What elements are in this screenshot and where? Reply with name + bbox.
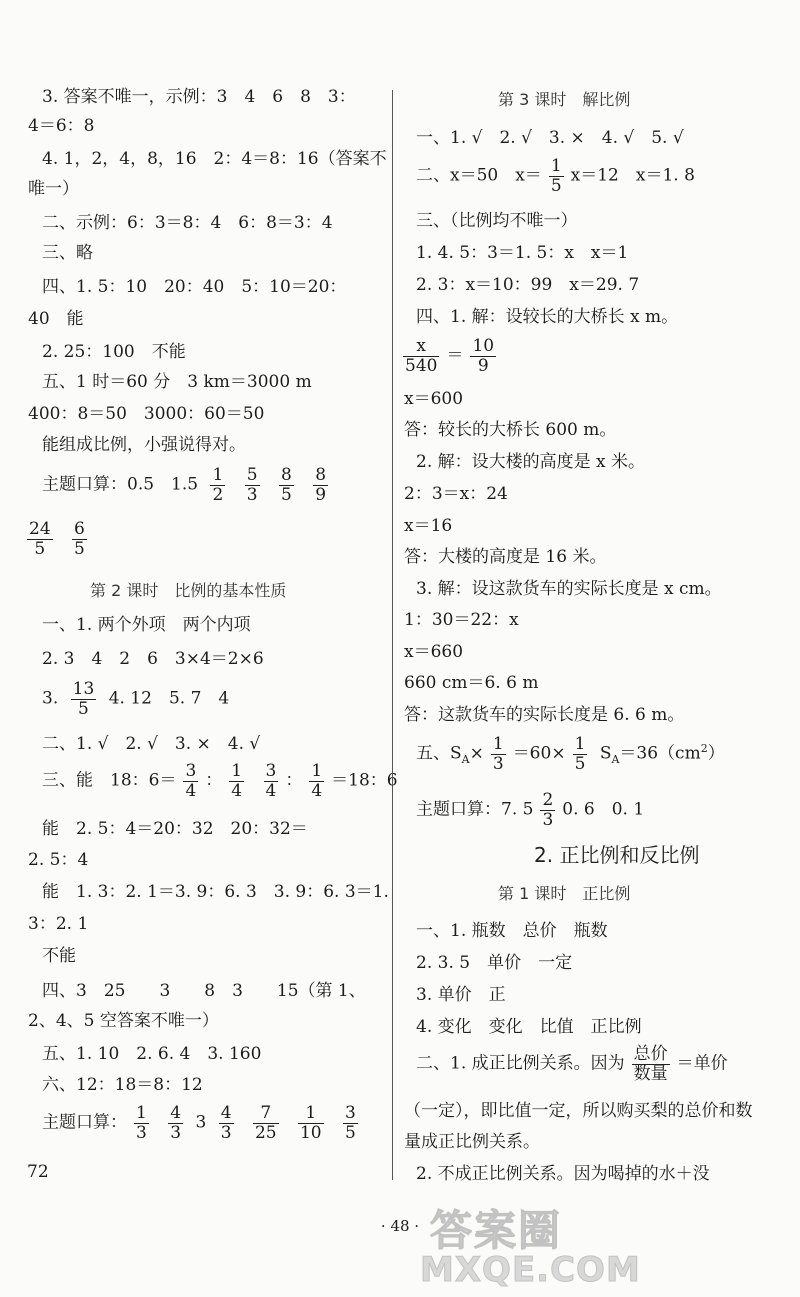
equation-line: 五、$S_A\times$ $\frac{1}{3}$ ＝60× $\frac{1}{5}$ $S_A=36(cm^2)$: [416, 734, 725, 774]
fraction: $\frac{3}{4}$: [185, 761, 197, 801]
mental-math-line: 主题口算： $\frac{1}{3}$ $\frac{4}{3}$ 3 $\frac{4}{3}$ $\frac{7}{25}$ $\frac{1}{10}$ $\frac{3}{5}$: [42, 1103, 356, 1143]
section-title: 第 3 课时 解比例: [498, 90, 631, 109]
fraction: $\frac{24}{5}$: [29, 519, 51, 559]
fraction: $\frac{3}{5}$: [345, 1103, 356, 1143]
answer-line: 能组成比例，小强说得对。: [42, 435, 246, 455]
fraction: $\frac{13}{5}$: [72, 679, 95, 719]
answer-line: 3. 答案不唯一，示例：3 4 6 8 3：: [42, 87, 356, 107]
answer-line: 一、1. 瓶数 总价 瓶数: [416, 921, 608, 941]
answer-line: 五、1 时＝60 分 3 km＝3000 m: [42, 372, 312, 392]
fraction: 总价 数量: [633, 1044, 668, 1084]
mental-math-line: 主题口算：7. 5 $\frac{2}{3}$ 0. 6 0. 1: [416, 790, 645, 830]
answer-line: 答：大楼的高度是 16 米。: [404, 547, 607, 567]
answer-line: 400：8＝50 3000：60＝50: [28, 404, 265, 424]
answer-line: 4＝6：8: [28, 116, 95, 136]
answer-line: 1. 4. 5：3＝1. 5：x x＝1: [416, 243, 629, 263]
fraction: $\frac{7}{25}$: [254, 1103, 277, 1143]
fraction: $\frac{1}{10}$: [299, 1103, 322, 1143]
fraction: $\frac{6}{5}$: [74, 519, 85, 559]
answer-line: 4. 变化 变化 比值 正比例: [416, 1017, 642, 1037]
fraction: $\frac{1}{4}$: [231, 761, 243, 801]
answer-line: 2. 不成正比例关系。因为喝掉的水＋没: [416, 1164, 710, 1184]
answer-line: 唯一）: [28, 179, 79, 199]
section-title: 第 2 课时 比例的基本性质: [90, 581, 287, 600]
answer-line: 3. 单价 正: [416, 985, 506, 1005]
answer-line: 2. 解：设大楼的高度是 x 米。: [416, 452, 646, 472]
fraction: $\frac{1}{2}$: [212, 465, 224, 505]
answer-line: 四、3 25 3 8 3 15（第 1、: [42, 981, 366, 1001]
answer-line: 不能: [42, 946, 76, 966]
answer-line: 能 1. 3：2. 1＝3. 9：6. 3 3. 9：6. 3＝1.: [42, 882, 389, 902]
answer-line: 40 能: [28, 309, 84, 329]
answer-line: x＝600: [404, 389, 464, 409]
answer-line: 2. 5：4: [28, 850, 89, 870]
answer-line: 六、12：18＝8：12: [42, 1075, 203, 1095]
fraction: $\frac{1}{3}$: [136, 1103, 147, 1143]
answer-line: 二、1. √ 2. √ 3. × 4. √: [42, 734, 261, 754]
fraction: $\frac{4}{3}$: [170, 1103, 182, 1143]
answer-line: 3. $\frac{13}{5}$ 4. 12 5. 7 4: [42, 679, 230, 719]
answer-line: 2. 3：x＝10：99 x＝29. 7: [416, 275, 640, 295]
answer-line: 660 cm＝6. 6 m: [404, 673, 539, 693]
answer-line: 能 2. 5：4＝20：32 20：32＝: [42, 819, 308, 839]
answer-line: 一、1. √ 2. √ 3. × 4. √ 5. √: [416, 128, 684, 148]
page-number: · 48 ·: [380, 1217, 420, 1235]
answer-line: 4. 1，2，4，8，16 2：4＝8：16（答案不: [42, 149, 387, 169]
fraction: $\frac{1}{4}$: [311, 761, 323, 801]
watermark: [420, 1198, 800, 1297]
answer-line: 3：2. 1: [28, 914, 89, 934]
fraction: $\frac{2}{3}$: [542, 790, 554, 830]
answer-line: 四、1. 5：10 20：40 5：10＝20：: [42, 277, 347, 297]
column-divider: [392, 90, 393, 1180]
answer-line: x＝660: [404, 642, 464, 662]
fraction: $\frac{1}{3}$: [492, 734, 504, 774]
answer-line: 答：较长的大桥长 600 m。: [404, 420, 617, 440]
answer-line: 2. 25：100 不能: [42, 342, 186, 362]
fraction: $\frac{5}{3}$: [246, 465, 258, 505]
folio-number: 72: [27, 1162, 49, 1182]
answer-line: 答：这款货车的实际长度是 6. 6 m。: [404, 705, 685, 725]
section-title: 第 1 课时 正比例: [498, 884, 631, 903]
answer-line: 2. 3 4 2 6 3×4＝2×6: [42, 649, 264, 669]
answer-line: 2：3＝x：24: [404, 484, 508, 504]
fraction: $\frac{10}{9}$: [472, 336, 495, 376]
answer-line: 3. 解：设这款货车的实际长度是 x cm。: [416, 579, 722, 599]
answer-line: 二、1. 成正比例关系。因为 总价 数量 ＝单价: [416, 1044, 728, 1084]
fraction: $\frac{8}{5}$: [280, 465, 292, 505]
fraction: $\frac{4}{3}$: [220, 1103, 232, 1143]
answer-line: （一定），即比值一定，所以购买梨的总价和数: [404, 1101, 753, 1121]
mental-math-line: 主题口算：0.5 1.5 $\frac{1}{2}$ $\frac{5}{3}$ $\frac{8}{5}$ $\frac{8}{9}$: [42, 465, 327, 505]
answer-line: 一、1. 两个外项 两个内项: [42, 615, 251, 635]
fraction: $\frac{8}{9}$: [315, 465, 327, 505]
watermark-text: 答案圈: [430, 1206, 563, 1255]
answer-line: 三、能 18：6＝ $\frac{3}{4}$ ： $\frac{1}{4}$ $\frac{3}{4}$ ： $\frac{1}{4}$ ＝18：6: [42, 761, 398, 801]
answer-line: 2、4、5 空答案不唯一）: [28, 1011, 219, 1031]
answer-line: 2. 3. 5 单价 一定: [416, 953, 573, 973]
answer-line: 三、（比例均不唯一）: [416, 211, 578, 231]
answer-line: 1：30＝22：x: [404, 610, 519, 630]
mental-math-line: [20, 520, 94, 558]
answer-line: 二、x＝50 x＝ $\frac{1}{5}$ x＝12 x＝1. 8: [416, 156, 695, 196]
fraction: $\frac{1}{5}$: [550, 156, 562, 196]
answer-line: 五、1. 10 2. 6. 4 3. 160: [42, 1044, 262, 1064]
answer-line: 二、示例：6：3＝8：4 6：8＝3：4: [42, 213, 333, 233]
equation-line: $\frac{x}{540}$ ＝ $\frac{10}{9}$: [405, 336, 495, 376]
fraction: $\frac{3}{4}$: [265, 761, 277, 801]
answer-line: 三、略: [42, 243, 93, 263]
answer-line: x＝16: [404, 516, 453, 536]
fraction: $\frac{x}{540}$: [405, 336, 438, 376]
watermark-url: MXQE.COM: [420, 1250, 641, 1290]
answer-line: 量成正比例关系。: [404, 1132, 540, 1152]
chapter-title: 2. 正比例和反比例: [534, 843, 700, 867]
answer-line: 四、1. 解：设较长的大桥长 x m。: [416, 307, 679, 327]
fraction: $\frac{1}{5}$: [574, 734, 586, 774]
